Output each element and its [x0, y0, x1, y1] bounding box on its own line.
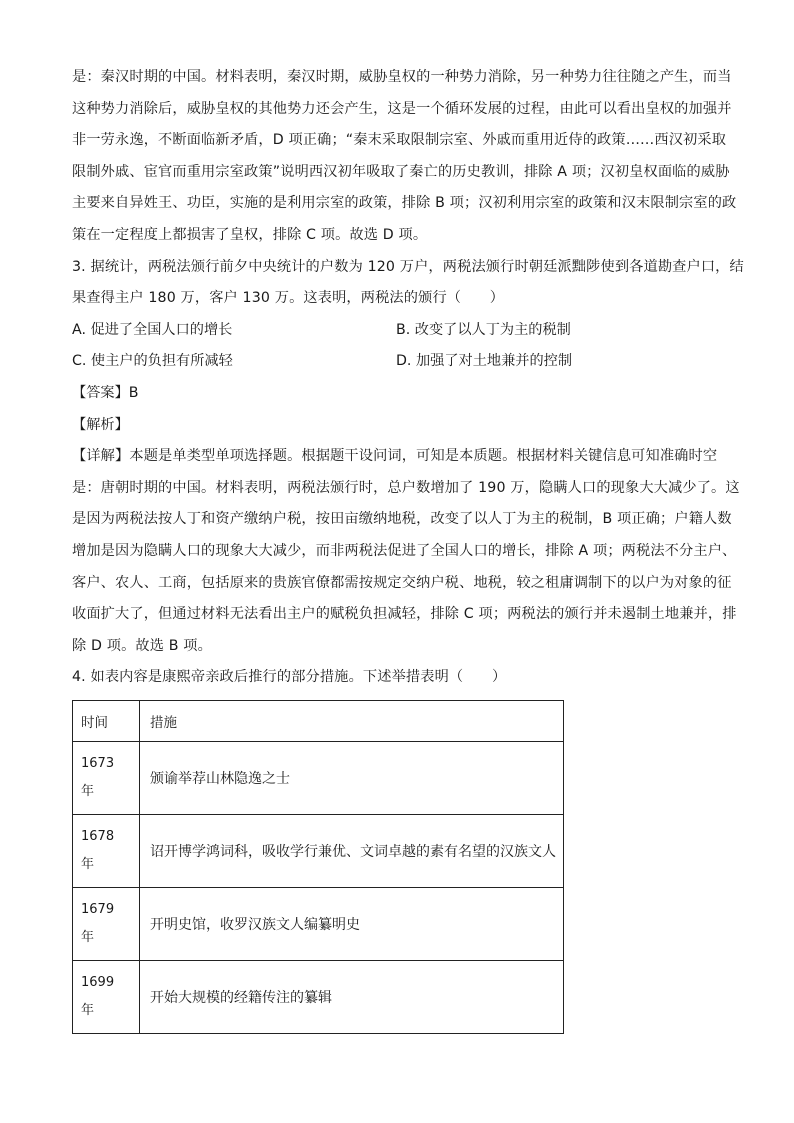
measure-cell: 开始大规模的经籍传注的纂辑: [140, 960, 564, 1033]
year-value: 1673: [81, 755, 115, 771]
year-cell: [73, 960, 140, 1033]
text-line: 除 D 项。故选 B 项。: [72, 637, 212, 654]
text-line: 限制外戚、宦官而重用宗室政策”说明西汉初年吸取了秦亡的历史教训，排除 A 项；汉初皇权面临的威胁: [72, 163, 730, 180]
measure-cell: 诏开博学鸿词科，吸收学行兼优、文词卓越的素有名望的汉族文人: [140, 814, 564, 887]
table-header-row: [73, 700, 564, 741]
analysis-label: 【解析】: [72, 416, 129, 433]
question-3-stem: [72, 252, 744, 315]
option-c: C. 使主户的负担有所减轻: [72, 353, 233, 370]
year-value: 1678: [81, 828, 115, 844]
text-line: 增加是因为隐瞒人口的现象大大减少，而非两税法促进了全国人口的增长，排除 A 项；两税法不分主户、: [72, 542, 737, 559]
year-cell: [73, 814, 140, 887]
year-unit: 年: [81, 1002, 95, 1018]
text-line: 这种势力消除后，威胁皇权的其他势力还会产生，这是一个循环发展的过程，由此可以看出皇权的加强并: [72, 100, 732, 117]
text-line: 3. 据统计，两税法颁行前夕中央统计的户数为 120 万户，两税法颁行时朝廷派黜陟使到各道勘查户口，结: [72, 258, 744, 275]
text-line: 非一劳永逸，不断面临新矛盾，D 项正确；“秦末采取限制宗室、外戚而重用近侍的政策……西汉初采取: [72, 132, 727, 149]
text-line: 是因为两税法按人丁和资产缴纳户税，按田亩缴纳地税，改变了以人丁为主的税制，B 项正确；户籍人数: [72, 511, 732, 528]
table-row: [73, 960, 564, 1033]
table-row: [73, 741, 564, 814]
year-cell: [73, 741, 140, 814]
year-value: 1679: [81, 901, 115, 917]
year-unit: 年: [81, 783, 95, 799]
text-line: 主要来自异姓王、功臣，实施的是利用宗室的政策，排除 B 项；汉初利用宗室的政策和汉末限制宗室的政: [72, 195, 737, 212]
text-line: 【详解】本题是单类型单项选择题。根据题干设问词，可知是本质题。根据材料关键信息可知准确时空: [72, 448, 718, 465]
question-4-stem: [72, 662, 724, 694]
measure-cell: 颁谕举荐山林隐逸之士: [140, 741, 564, 814]
question-3-options: [72, 315, 724, 378]
text-line: 收面扩大了，但通过材料无法看出主户的赋税负担减轻，排除 C 项；两税法的颁行并未遏制土地兼并，排: [72, 606, 737, 623]
text-line: 客户、农人、工商，包括原来的贵族官僚都需按规定交纳户税、地税，较之租庸调制下的以户为对象的征: [72, 574, 732, 591]
header-measure: 措施: [140, 700, 564, 741]
measures-table: [72, 700, 564, 1034]
table-row: [73, 887, 564, 960]
year-unit: 年: [81, 929, 95, 945]
document-page: [72, 62, 744, 1034]
table-row: [73, 814, 564, 887]
measure-cell: 开明史馆，收罗汉族文人编纂明史: [140, 887, 564, 960]
text-line: 是：秦汉时期的中国。材料表明，秦汉时期，威胁皇权的一种势力消除，另一种势力往往随之产生，而当: [72, 69, 732, 85]
option-d: D. 加强了对土地兼并的控制: [396, 353, 573, 370]
paragraph-1: [72, 62, 737, 252]
option-a: A. 促进了全国人口的增长: [72, 321, 233, 338]
text-line: 策在一定程度上都损害了皇权，排除 C 项。故选 D 项。: [72, 226, 428, 243]
header-time: 时间: [73, 700, 140, 741]
text-line: 4. 如表内容是康熙帝亲政后推行的部分措施。下述举措表明（ ）: [72, 669, 507, 686]
year-cell: [73, 887, 140, 960]
text-line: 果查得主户 180 万，客户 130 万。这表明，两税法的颁行（ ）: [72, 290, 505, 307]
year-value: 1699: [81, 974, 115, 990]
text-line: 是：唐朝时期的中国。材料表明，两税法颁行时，总户数增加了 190 万，隐瞒人口的现象大大减少了。这: [72, 479, 740, 496]
option-b: B. 改变了以人丁为主的税制: [396, 321, 571, 338]
year-unit: 年: [81, 856, 95, 872]
question-3-detail: [72, 441, 740, 662]
answer-label: 【答案】B: [72, 384, 139, 401]
